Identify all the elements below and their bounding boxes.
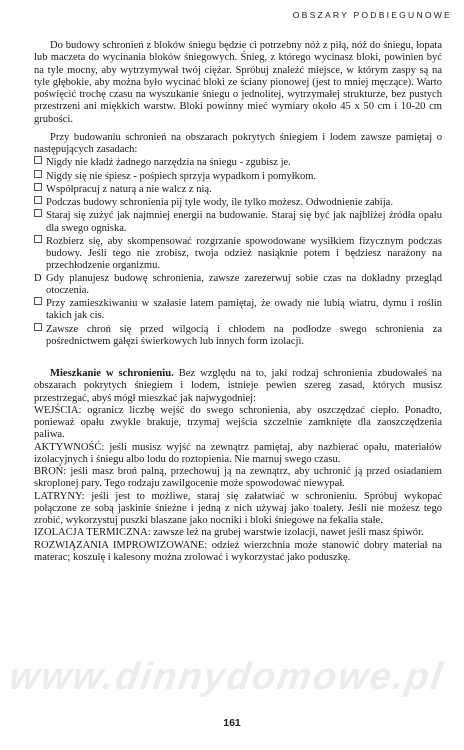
rule-text: Przy zamieszkiwaniu w szałasie latem pamiętaj, że owady nie lubią wiatru, dymu i roślin takich jak cis. <box>46 298 442 322</box>
rule-item <box>34 183 442 196</box>
rules-intro-paragraph: Przy budowaniu schronień na obszarach pokrytych śniegiem i lodem zawsze pamiętaj o następujących zasadach: <box>34 131 442 155</box>
rule-item <box>34 209 442 235</box>
rule-item <box>34 196 442 209</box>
page-number: 161 <box>223 717 241 729</box>
running-header: OBSZARY PODBIEGUNOWE <box>292 10 452 20</box>
entry-term: WEJŚCIA: <box>34 404 82 416</box>
entries-list <box>34 405 442 564</box>
checkbox-square-icon <box>34 323 42 331</box>
entry-text: jeśli musisz wyjść na zewnątrz pamiętaj, aby nazbierać opału, materiałów izolacyjnych i śniegu albo lodu do roztopienia. Nie marnuj swego czasu. <box>34 441 442 465</box>
entry-paragraph <box>34 491 442 528</box>
entry-text: jeśli jest to możliwe, staraj się załatwiać w schronieniu. Spróbuj wykopać połączone ze sobą jaskinie śnieżne i jedną z nich używaj jako toalety. Jeśli nie możesz tego zrobić, wykorzystuj puszki blaszane jako nocniki i bloki śniegowe na fekalia stałe. <box>34 490 442 526</box>
rule-text: Gdy planujesz budowę schronienia, zawsze zarezerwuj sobie czas na dokładny przegląd otoczenia. <box>46 272 442 296</box>
rule-text: Nigdy nie kładź żadnego narzędzia na śniegu - zgubisz je. <box>46 157 291 169</box>
entry-term: AKTYWNOŚĆ: <box>34 441 105 453</box>
entry-term: BROŃ: <box>34 466 67 477</box>
checkbox-square-icon <box>34 196 42 204</box>
checkbox-square-icon <box>34 183 42 191</box>
entry-term: LATRYNY: <box>34 490 85 502</box>
rule-text: Zawsze chroń się przed wilgocią i chłodem na podłodze swego schronienia za pośrednictwem gałęzi świerkowych lub innych form izolacji. <box>46 323 442 347</box>
dwelling-text: Bez względu na to, jaki rodzaj schronienia zbudowałeś na obszarach pokrytych śniegiem i lodem, istnieje pewien szereg zasad, których musisz przestrzegać, abyś mógł mieszkać jak najwygodniej: <box>34 368 442 404</box>
entry-paragraph <box>34 442 442 467</box>
rule-text: Współpracuj z naturą a nie walcz z nią. <box>46 183 212 195</box>
rule-item <box>34 156 442 169</box>
entry-paragraph <box>34 466 442 491</box>
checkbox-square-icon <box>34 156 42 164</box>
rule-item <box>34 170 442 183</box>
entry-paragraph <box>34 405 442 442</box>
watermark: www.dinnydomowe.pl <box>6 656 447 698</box>
entry-paragraph <box>34 527 442 539</box>
rule-text: Nigdy się nie śpiesz - pośpiech sprzyja wypadkom i pomyłkom. <box>46 170 317 182</box>
rule-text: Podczas budowy schronienia pij tyle wody, ile tylko możesz. Odwodnienie zabija. <box>46 197 393 208</box>
entry-text: ogranicz liczbę wejść do swego schronienia, aby oszczędzać ciepło. Ponadto, ponieważ opału zwykle brakuje, trzymaj wejścia szczelnie zamknięte dla zaoszczędzenia paliwa. <box>34 404 442 441</box>
checkbox-square-icon <box>34 170 42 178</box>
rules-list <box>34 156 442 348</box>
checkbox-square-icon <box>34 209 42 217</box>
entry-term: ROZWIĄZANIA IMPROWIZOWANE: <box>34 539 208 551</box>
entry-text: jeśli masz broń palną, przechowuj ją na zewnątrz, aby uchronić ją przed osiadaniem skroplonej pary. Tego rodzaju zawilgocenie może spowodować niewypał. <box>34 466 442 490</box>
dwelling-paragraph <box>34 368 442 405</box>
rule-text: Staraj się zużyć jak najmniej energii na budowanie. Staraj się być jak najbliżej źródła opału dla swego ogniska. <box>46 210 442 234</box>
checkbox-square-icon <box>34 297 42 305</box>
entry-text: odzież wierzchnia może stanowić dobry materiał na materac; koszulę i kalesony można zrolować i wykorzystać jako poduszkę. <box>34 539 442 563</box>
entry-term: IZOLACJA TERMICZNA: <box>34 527 151 539</box>
dwelling-heading: Mieszkanie w schronieniu. <box>50 368 174 379</box>
rule-marker-label: D <box>34 272 42 284</box>
rule-item <box>34 323 442 349</box>
checkbox-square-icon <box>34 235 42 243</box>
rule-item <box>34 235 442 273</box>
rule-text: Rozbierz się, aby skompensować rozgrzanie spowodowane wysiłkiem fizycznym podczas budowy. Jeśli tego nie zrobisz, twoja odzież nasiąknie potem i będziesz narażony na przechłodzenie organizmu. <box>46 235 442 272</box>
entry-paragraph <box>34 540 442 565</box>
intro-paragraph: Do budowy schronień z bloków śniegu będzie ci potrzebny nóż z piłą, nóż do śniegu, łopata lub maczeta do wycinania bloków śniegowych. Śnieg, z którego wycinasz bloki, powinien być na tyle mocny, aby wytrzymywał twój ciężar. Spróbuj znaleźć miejsce, w którym zaspy są na tyle głębokie, aby można było wycinać bloki ze ściany pionowej (jest to mniej męczące). Warto poświęcić trochę czasu na wyszukanie śniegu o jednolitej, wytrzymałej strukturze, bez pustych przestrzeni ani miękkich warstw. Bloki powinny mieć wymiary około 45 x 50 cm i 10-20 cm grubości. <box>34 40 442 125</box>
rule-item <box>34 297 442 323</box>
rule-item <box>34 273 442 298</box>
page-content <box>34 40 442 564</box>
entry-text: zawsze leż na grubej warstwie izolacji, nawet jeśli masz śpiwór. <box>150 527 424 539</box>
